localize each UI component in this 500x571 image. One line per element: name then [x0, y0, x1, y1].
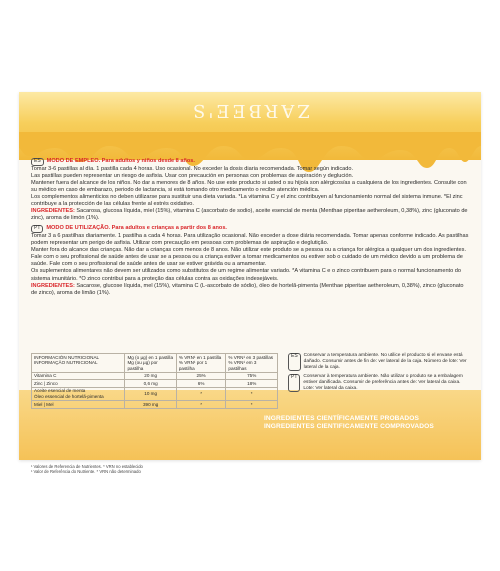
- table-cell: 25%: [176, 372, 226, 380]
- table-cell: *: [226, 401, 278, 409]
- lower-section: [31, 353, 469, 475]
- table-cell: *: [176, 387, 226, 400]
- storage-row-pt: [288, 374, 469, 392]
- table-cell: 75%: [226, 372, 278, 380]
- es-usage-line: Los complementos alimenticios no deben utilizarse para sustituir una dieta variada. *La vitamina C y el zinc contribuyen al funcionamiento normal del sistema inmune. *El zinc contribuye a la protección de las células frente al estrés oxidativo.: [31, 193, 463, 208]
- es-usage-title: MODO DE EMPLEO. Para adultos y niños desde 8 años.: [46, 158, 195, 164]
- claim-es: INGREDIENTES CIENTÍFICAMENTE PROBADOS: [264, 415, 419, 422]
- table-row: [32, 387, 278, 400]
- claim-pt: INGREDIENTES CIENTIFICAMENTE COMPROVADOS: [264, 423, 434, 431]
- es-usage-line: Mantener fuera del alcance de los niños. No dar a menores de 8 años. No use este producto si usted o su hijo/a son alérgicos/as a cualquiera de los ingredientes. Consulte con su médico en caso de embarazo, periodo de lactancia, si está tomando otro medicamento o recibe atención médica.: [31, 179, 467, 193]
- table-header-cell: Mg (o µg) en 1 pastilla Mg (ou µg) por pastilha: [125, 354, 176, 373]
- lang-badge-es: ES: [31, 158, 44, 166]
- table-row: [32, 372, 278, 380]
- pt-ingredients-text: Sacarose, glucose líquida, mel (15%), vitamina C (L-ascorbato de sódio), óleo de hortelã-pimenta (Menthae piperitae aetheroleum, 0,38%), zinco (gluconato de zinco), aroma de limão (1%).: [31, 282, 464, 296]
- brand-mark: ZARBEE'S: [190, 100, 310, 121]
- es-ingredients: [31, 208, 469, 222]
- storage-text-pt: Conservar à temperatura ambiente. Não utilizar o produto se a embalagem estiver danificada. Consumir de preferência antes de: Ver lateral da caixa. Lote: Ver lateral da caixa.: [303, 374, 463, 391]
- storage-instructions: [288, 353, 469, 395]
- pt-usage-line: Tomar 3 a 6 pastilhas diariamente. 1 pastilha a cada 4 horas. Para utilização ocasional. Não exceder a dose diária recomendada. Tomar apenas conforme indicado. As pastilhas podem representar um perigo de asfixia. Utilizar com precaução em pessoas com problemas de aspiração e deglutição.: [31, 232, 469, 247]
- table-cell: 10 mg: [125, 387, 176, 400]
- table-cell: 390 mg: [125, 401, 176, 409]
- table-footnotes: [31, 464, 278, 475]
- lang-badge-pt: PT: [288, 374, 300, 392]
- table-header-cell: % VRN¹ en 3 pastillas % VRN¹ em 3 pastilhas: [226, 354, 278, 373]
- es-usage-line: Las pastillas pueden representar un riesgo de asfixia. Usar con precaución en personas con problemas de aspiración y deglución.: [31, 172, 354, 179]
- footnote: ¹ Valor de Referência do Nutriente. * VRN não determinado: [31, 469, 141, 475]
- table-header-cell: % VRN¹ en 1 pastilla % VRN¹ por 1 pastilha: [176, 354, 226, 373]
- table-row: [32, 380, 278, 388]
- table-cell: Aceite esencial de menta Óleo essencial de hortelã-pimenta: [32, 387, 125, 400]
- table-cell: 6%: [176, 380, 226, 388]
- table-row: [32, 401, 278, 409]
- pt-usage-line: Os suplementos alimentares não devem ser utilizados como substitutos de um regime alimentar variado. *A vitamina C e o zinco contribuem para o normal funcionamento do sistema imunitário. *O zinco contribui para a proteção das células contra as oxidações indesejáveis.: [31, 268, 462, 282]
- table-cell: *: [176, 401, 226, 409]
- text-content: [31, 158, 469, 297]
- es-ingredients-text: Sacarosa, glucosa líquida, miel (15%), vitamina C (ascorbato de sodio), aceite esencial de menta (Menthae piperitae aetheroleum, 0,38%), zinc (gluconato de zinc), aroma de limón (1%).: [31, 208, 468, 222]
- table-cell: *: [226, 387, 278, 400]
- table-cell: Zinc | Zinco: [32, 380, 125, 388]
- table-cell: 20 mg: [125, 372, 176, 380]
- table-cell: 0,6 mg: [125, 380, 176, 388]
- claims-block: [264, 415, 434, 431]
- pt-usage-title: MODO DE UTILIZAÇÃO. Para adultos e crianças a partir dos 8 anos.: [46, 225, 227, 232]
- table-header-cell: INFORMACIÓN NUTRICIONAL INFORMAÇÃO NUTRICIONAL: [32, 354, 125, 373]
- nutrition-table: [31, 353, 278, 409]
- lang-badge-pt: PT: [31, 225, 43, 233]
- es-ingredients-label: INGREDIENTES:: [31, 208, 75, 215]
- footnote: ¹ Valores de Referencia de Nutrientes. * VRN no establecido: [31, 464, 143, 469]
- es-usage-line: Tomar 3-6 pastillas al día. 1 pastilla cada 4 horas. Uso ocasional. No exceder la dosis diaria recomendada. Tomar según indicado.: [31, 165, 354, 172]
- pt-ingredients-label: INGREDIENTES:: [31, 282, 75, 289]
- table-cell: 18%: [226, 380, 278, 388]
- pt-ingredients: [31, 283, 469, 297]
- lang-badge-es: ES: [288, 353, 301, 371]
- table-cell: Vitamina C: [32, 372, 125, 380]
- pt-usage-heading: [31, 225, 469, 233]
- table-cell: Miel | Mel: [32, 401, 125, 409]
- pt-usage-line: Manter fora do alcance das crianças. Não dar a crianças com menos de 8 anos. Não utilizar este produto se a pessoa ou a criança for alérgica a qualquer um dos ingredientes. Fale com o seu profissional de saúde antes de usar se a pessoa ou a criança estiver a tomar medicamentos ou estiver sob o cuidado de um médico devido a um problema de saúde. Fale com o seu profissional de saúde antes de usar se estiver grávida ou a amamentar.: [31, 247, 467, 268]
- storage-text-es: Conservar a temperatura ambiente. No utilice el producto si el envase está dañado. Consumir antes de fin de: ver lateral de la caja. Número de lote: Ver lateral de la caja.: [303, 353, 467, 370]
- storage-row-es: [288, 353, 469, 371]
- es-usage-heading: [31, 158, 469, 166]
- product-box-back: [19, 92, 481, 475]
- table-header-row: [32, 354, 278, 373]
